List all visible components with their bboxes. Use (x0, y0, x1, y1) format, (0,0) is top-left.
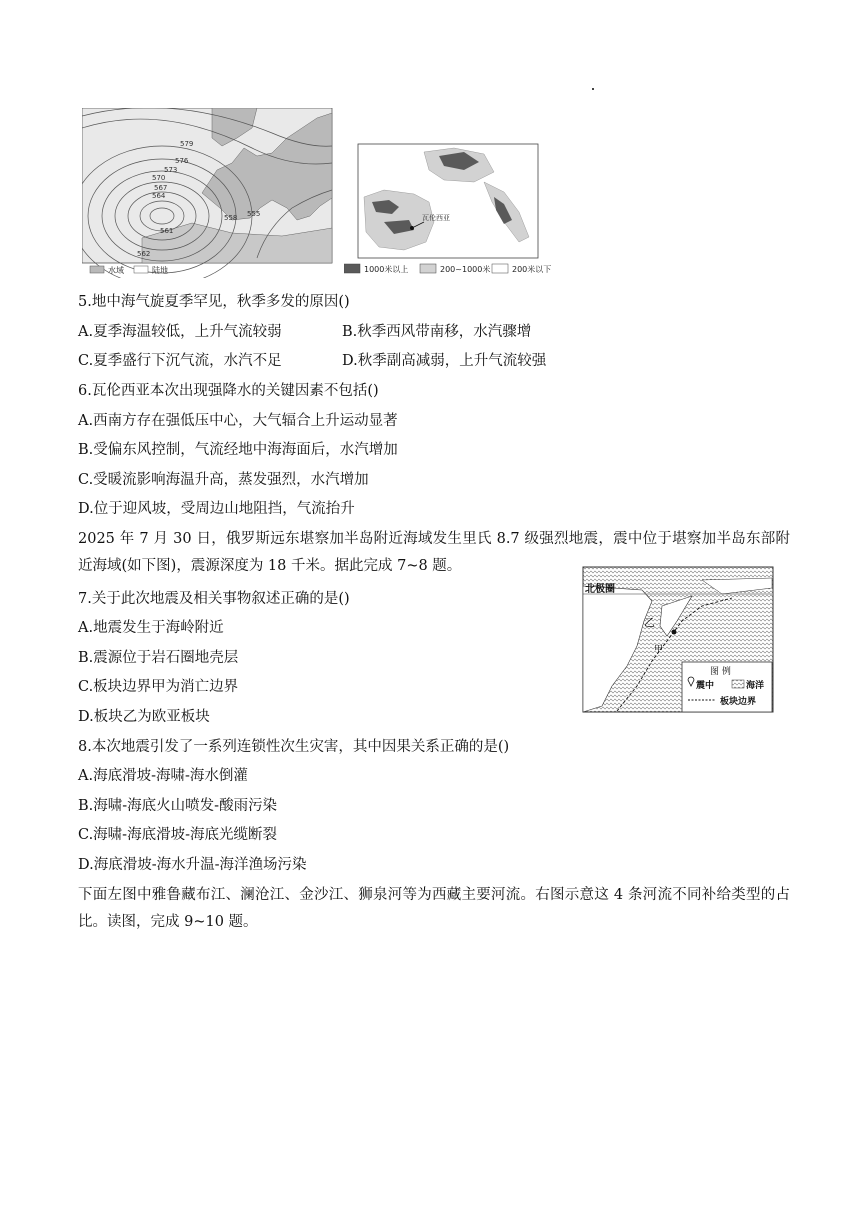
epicenter-marker (672, 630, 677, 635)
isobar-label: 555 (247, 210, 261, 218)
valencia-label: 瓦伦西亚 (422, 214, 450, 222)
q5-option-b[interactable]: B.秋季西风带南移，水汽骤增 (342, 324, 532, 340)
isobar-label: 561 (160, 227, 174, 235)
earthquake-map (582, 566, 775, 718)
q7-option-b[interactable]: B.震源位于岩石圈地壳层 (78, 650, 239, 666)
elevation-map (344, 142, 566, 282)
q5-stem: 5.地中海气旋夏季罕见，秋季多发的原因() (78, 294, 350, 310)
isobar-label: 564 (152, 192, 166, 200)
legend-ocean: 海洋 (746, 681, 765, 691)
valencia-dot (410, 226, 414, 230)
plate-yi-label: 乙 (644, 616, 655, 629)
intro-7-8: 2025 年 7 月 30 日，俄罗斯远东堪察加半岛附近海域发生里氏 8.7 级强烈地震，震中位于堪察加半岛东部附近海域(如下图)，震源深度为 18 千米。据此完成 7~8 题。 (78, 531, 790, 574)
q6-option-d[interactable]: D.位于迎风坡，受周边山地阻挡，气流抬升 (78, 501, 355, 517)
q7-option-c[interactable]: C.板块边界甲为消亡边界 (78, 679, 239, 695)
isobar-label: 558 (224, 214, 238, 222)
arctic-circle-label: 北极圈 (585, 584, 615, 595)
isobar-label: 573 (164, 166, 178, 174)
q6-option-b[interactable]: B.受偏东风控制，气流经地中海海面后，水汽增加 (78, 442, 398, 458)
q8-option-a[interactable]: A.海底滑坡-海啸-海水倒灌 (78, 768, 248, 784)
q5-option-a[interactable]: A.夏季海温较低，上升气流较弱 (78, 324, 282, 340)
q8-option-b[interactable]: B.海啸-海底火山喷发-酸雨污染 (78, 798, 278, 814)
legend-title: 图 例 (710, 667, 731, 677)
q6-stem: 6.瓦伦西亚本次出现强降水的关键因素不包括() (78, 383, 379, 399)
q7-option-d[interactable]: D.板块乙为欧亚板块 (78, 709, 210, 725)
legend-epicenter: 震中 (696, 681, 715, 691)
q5-option-c[interactable]: C.夏季盛行下沉气流，水汽不足 (78, 353, 282, 369)
legend-mid: 200~1000米 (440, 265, 491, 274)
isobar-map (82, 108, 334, 282)
q7-stem: 7.关于此次地震及相关事物叙述正确的是() (78, 591, 350, 607)
stray-dot (592, 88, 594, 90)
isobar-label: 576 (175, 157, 189, 165)
q6-option-a[interactable]: A.西南方存在强低压中心，大气辐合上升运动显著 (78, 413, 398, 429)
isobar-label: 567 (154, 184, 168, 192)
q6-option-c[interactable]: C.受暖流影响海温升高，蒸发强烈，水汽增加 (78, 472, 369, 488)
legend-boundary: 板块边界 (720, 697, 757, 707)
q8-option-c[interactable]: C.海啸-海底滑坡-海底光缆断裂 (78, 827, 277, 843)
q5-option-d[interactable]: D.秋季副高减弱，上升气流较强 (342, 353, 547, 369)
isobar-label: 579 (180, 140, 194, 148)
legend-land: 陆地 (152, 266, 168, 275)
legend-low: 200米以下 (512, 265, 552, 274)
q7-option-a[interactable]: A.地震发生于海岭附近 (78, 620, 224, 636)
legend-water: 水域 (108, 266, 124, 275)
boundary-jia-label: 甲 (654, 645, 664, 655)
isobar-label: 570 (152, 174, 166, 182)
legend-high: 1000米以上 (364, 265, 409, 274)
q8-option-d[interactable]: D.海底滑坡-海水升温-海洋渔场污染 (78, 857, 307, 873)
intro-9-10: 下面左图中雅鲁藏布江、澜沧江、金沙江、狮泉河等为西藏主要河流。右图示意这 4 条河流不同补给类型的占比。读图，完成 9~10 题。 (78, 887, 790, 930)
q8-stem: 8.本次地震引发了一系列连锁性次生灾害，其中因果关系正确的是() (78, 739, 510, 755)
isobar-label: 562 (137, 250, 151, 258)
